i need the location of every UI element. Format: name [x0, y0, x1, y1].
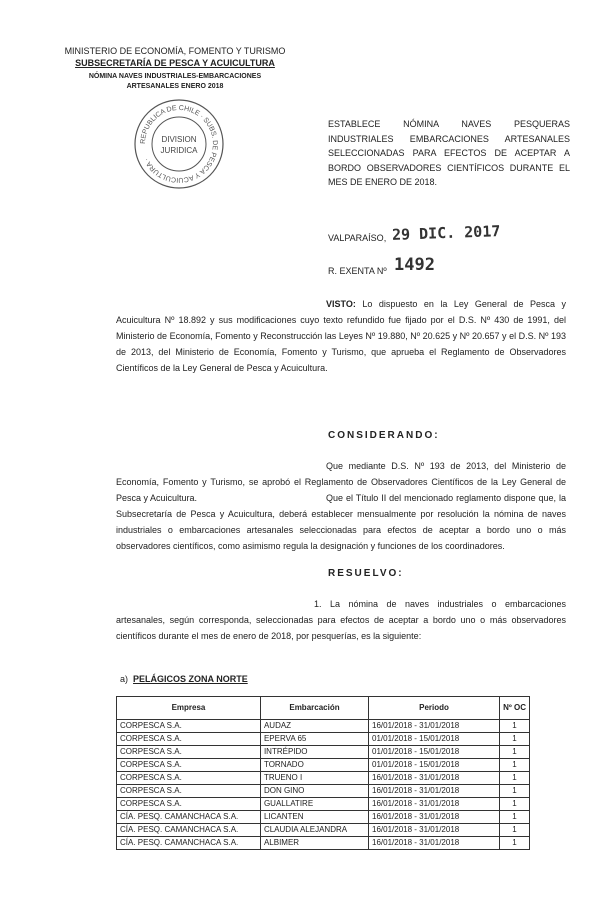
table-row — [117, 824, 530, 837]
cell-num-oc: 1 — [500, 837, 530, 850]
cell-periodo: 16/01/2018 - 31/01/2018 — [369, 772, 500, 785]
cell-num-oc: 1 — [500, 772, 530, 785]
cell-empresa: CÍA. PESQ. CAMANCHACA S.A. — [117, 811, 261, 824]
cell-periodo: 16/01/2018 - 31/01/2018 — [369, 785, 500, 798]
resolution-label: R. EXENTA Nº — [328, 266, 387, 276]
cell-periodo: 16/01/2018 - 31/01/2018 — [369, 824, 500, 837]
table-row — [117, 720, 530, 733]
cell-periodo: 16/01/2018 - 31/01/2018 — [369, 811, 500, 824]
header-num-oc: Nº OC — [500, 697, 530, 720]
cell-num-oc: 1 — [500, 785, 530, 798]
table-header-row — [117, 697, 530, 720]
cell-periodo: 01/01/2018 - 15/01/2018 — [369, 759, 500, 772]
seal-center-line1: DIVISION — [161, 135, 197, 144]
cell-embarcacion: TRUENO I — [260, 772, 368, 785]
cell-embarcacion: CLAUDIA ALEJANDRA — [260, 824, 368, 837]
cell-embarcacion: TORNADO — [260, 759, 368, 772]
table-row — [117, 746, 530, 759]
cell-empresa: CORPESCA S.A. — [117, 772, 261, 785]
considerando-heading: CONSIDERANDO: — [328, 430, 440, 441]
cell-num-oc: 1 — [500, 824, 530, 837]
division-juridica-seal — [133, 98, 225, 190]
header-periodo: Periodo — [369, 697, 500, 720]
seal-center-line2: JURIDICA — [160, 146, 198, 155]
undersecretariat-name: SUBSECRETARÍA DE PESCA Y ACUICULTURA — [75, 58, 275, 68]
cell-embarcacion: LICANTEN — [260, 811, 368, 824]
cell-num-oc: 1 — [500, 720, 530, 733]
cell-embarcacion: ALBIMER — [260, 837, 368, 850]
header-subtitle-line2: ARTESANALES ENERO 2018 — [126, 83, 224, 90]
table-row — [117, 837, 530, 850]
visto-text-rest: y Acuicultura Nº 18.892 y sus modificaciones cuyo texto refundido fue fijado por el D.S. Nº 430 de 1991, del Ministerio de Economía, Fomento y Reconstrucción las Leyes Nº 19.880, Nº 20.625 y Nº 20.657 y el D.S. Nº 193 de 2013, del Ministerio de Economía, Fomento y Turismo, que aprueba el Reglamento de Observadores Científicos de la Ley General de Pesca y Acuicultura. — [116, 299, 566, 373]
vessel-table — [116, 696, 530, 850]
cell-embarcacion: INTRÉPIDO — [260, 746, 368, 759]
header-embarcacion: Embarcación — [260, 697, 368, 720]
resuelvo-p1-rest: embarcaciones artesanales, según corresponda, seleccionadas para efectos de aceptar a bordo uno o más observadores científicos durante el mes de enero de 2018, por pesquerías, es la siguiente: — [116, 599, 566, 641]
date-stamp: 29 DIC. 2017 — [391, 222, 501, 244]
visto-label: VISTO: — [326, 299, 356, 309]
seal-ring-text: REPUBLICA DE CHILE · SUBS. DE PESCA Y ACUICULTURA · — [139, 104, 219, 184]
cell-embarcacion: EPERVA 65 — [260, 733, 368, 746]
visto-text-first: Lo dispuesto en la Ley General de Pesca — [362, 299, 555, 309]
visto-paragraph — [116, 296, 566, 376]
resolution-subject: ESTABLECE NÓMINA NAVES PESQUERAS INDUSTRIALES EMBARCACIONES ARTESANALES SELECCIONADAS PARA EFECTOS DE ACEPTAR A BORDO OBSERVADORES CIENTÍFICOS DURANTE EL MES DE ENERO DE 2018. — [328, 119, 570, 187]
table-row — [117, 772, 530, 785]
cell-empresa: CÍA. PESQ. CAMANCHACA S.A. — [117, 837, 261, 850]
cell-embarcacion: AUDAZ — [260, 720, 368, 733]
cell-periodo: 01/01/2018 - 15/01/2018 — [369, 733, 500, 746]
resuelvo-heading: RESUELVO: — [328, 568, 404, 579]
cell-embarcacion: DON GINO — [260, 785, 368, 798]
cell-periodo: 01/01/2018 - 15/01/2018 — [369, 746, 500, 759]
cell-num-oc: 1 — [500, 746, 530, 759]
table-row — [117, 733, 530, 746]
considerando-p1-rest: Ministerio de Economía, Fomento y Turismo, se aprobó el Reglamento de Observadores Científicos de la Ley General de Pesca y Acuicultura. — [116, 461, 566, 503]
cell-num-oc: 1 — [500, 759, 530, 772]
cell-empresa: CORPESCA S.A. — [117, 785, 261, 798]
table-row — [117, 811, 530, 824]
considerando-p1-first: Que mediante D.S. Nº 193 de 2013, del — [326, 461, 507, 471]
section-letter: a) — [120, 674, 129, 684]
considerando-paragraph-2 — [116, 490, 566, 554]
section-title — [120, 674, 248, 684]
cell-empresa: CÍA. PESQ. CAMANCHACA S.A. — [117, 824, 261, 837]
cell-num-oc: 1 — [500, 811, 530, 824]
resuelvo-paragraph-1 — [116, 596, 566, 644]
cell-empresa: CORPESCA S.A. — [117, 733, 261, 746]
table-row — [117, 798, 530, 811]
resolution-number: 1492 — [394, 255, 435, 275]
cell-periodo: 16/01/2018 - 31/01/2018 — [369, 837, 500, 850]
section-name: PELÁGICOS ZONA NORTE — [133, 674, 248, 684]
considerando-p2-first: Que el Título II del mencionado reglamento — [326, 493, 502, 503]
cell-num-oc: 1 — [500, 798, 530, 811]
ministry-name: MINISTERIO DE ECONOMÍA, FOMENTO Y TURISMO — [64, 46, 286, 56]
table-row — [117, 759, 530, 772]
header-empresa: Empresa — [117, 697, 261, 720]
cell-periodo: 16/01/2018 - 31/01/2018 — [369, 720, 500, 733]
table-row — [117, 785, 530, 798]
header-subtitle-line1: NÓMINA NAVES INDUSTRIALES-EMBARCACIONES — [88, 73, 262, 80]
cell-periodo: 16/01/2018 - 31/01/2018 — [369, 798, 500, 811]
resuelvo-p1-first: 1. La nómina de naves industriales o — [314, 599, 497, 609]
place-label: VALPARAÍSO, — [328, 233, 387, 243]
cell-empresa: CORPESCA S.A. — [117, 746, 261, 759]
cell-empresa: CORPESCA S.A. — [117, 720, 261, 733]
cell-empresa: CORPESCA S.A. — [117, 798, 261, 811]
cell-empresa: CORPESCA S.A. — [117, 759, 261, 772]
considerando-p2-rest: dispone que, la Subsecretaría de Pesca y Acuicultura, deberá establecer mensualmente por resolución la nómina de naves industriales o embarcaciones artesanales seleccionadas para efectos de aceptar a bordo uno o más observadores científicos, como asimismo regula la designación y funciones de los coordinadores. — [116, 493, 566, 551]
cell-num-oc: 1 — [500, 733, 530, 746]
cell-embarcacion: GUALLATIRE — [260, 798, 368, 811]
